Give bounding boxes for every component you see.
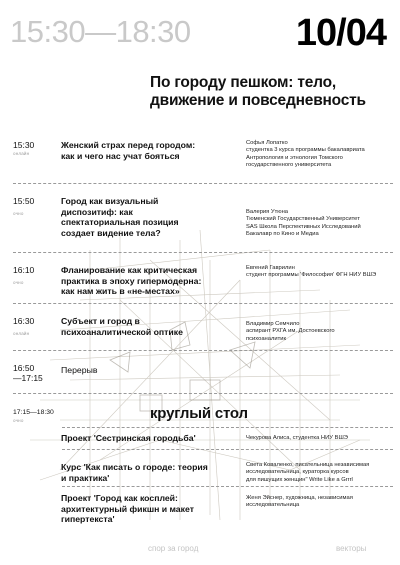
talk-title: Женский страх перед городом: как и чего нас учат бояться	[61, 140, 196, 161]
session-time: 15:30	[13, 140, 35, 150]
project-title: Курс 'Как писать о городе: теория и практика'	[61, 462, 208, 483]
divider	[13, 183, 393, 184]
talk-title: Субъект и город в психоаналитической оптике	[61, 316, 183, 337]
session-time: 15:50	[13, 196, 35, 206]
break-time: 16:50 —17:15	[13, 363, 43, 383]
talk-title: Город как визуальный диспозитиф: как спектаториальная позиция создает видение тела?	[61, 196, 179, 238]
project-author: Женя Эйснер, художница, независимая исследовательница	[246, 495, 353, 509]
session-format: онлайн	[13, 331, 30, 336]
divider	[13, 303, 393, 304]
event-title	[150, 74, 396, 110]
divider	[62, 427, 393, 428]
divider	[13, 350, 393, 351]
divider	[62, 449, 393, 450]
time-range: 15:30—18:30	[10, 14, 191, 49]
speaker-info: Владимир Семчило аспирант РХГА им. Достоевского психоаналитик	[246, 321, 335, 342]
footer-right-text: векторы	[336, 544, 367, 553]
project-author: Чекурова Алиса, студентка НИУ ВШЭ	[246, 435, 348, 441]
divider	[13, 393, 393, 394]
speaker-info: Валерия Утюна Тюменский Государственный Университет SAS Школа Перспективных Исследований Бакалавр по Кино и Медиа	[246, 209, 361, 238]
session-time: 16:30	[13, 316, 35, 326]
divider	[62, 486, 393, 487]
divider	[13, 252, 393, 253]
talk-title: Фланирование как критическая практика в эпоху гипермодерна: как нам жить в «не-местах»	[61, 265, 202, 296]
session-format: очно	[13, 280, 24, 285]
speaker-info: Евгений Гаврилин студент программы 'Философия' ФГН НИУ ВШЭ	[246, 265, 377, 279]
event-date: 10/04	[295, 12, 386, 54]
session-format: очно	[13, 211, 24, 216]
break-label: Перерыв	[61, 365, 98, 375]
session-format: онлайн	[13, 151, 30, 156]
speaker-info: Софья Лопатко студентка 3 курса программы бакалавриата Антропология и этнология Томского государственного университета	[246, 140, 365, 169]
title-line: движение и повседневность	[150, 92, 366, 109]
roundtable-title: круглый стол	[150, 405, 248, 422]
project-author: Света Коваленко, писательница независимая исследовательница, кураторка курсов для пишущих женщин" Write Like a Grrrl	[246, 462, 370, 483]
title-line: По городу пешком: тело,	[150, 74, 337, 91]
footer-left-text: спор за город	[148, 544, 199, 553]
roundtable-format: очно	[13, 418, 24, 423]
session-time: 16:10	[13, 265, 35, 275]
project-title: Проект 'Сестринская городьба'	[61, 433, 196, 443]
project-title: Проект 'Город как косплей: архитектурный фикшн и макет гипертекста'	[61, 493, 194, 524]
roundtable-time: 17:15—18:30	[13, 409, 54, 416]
